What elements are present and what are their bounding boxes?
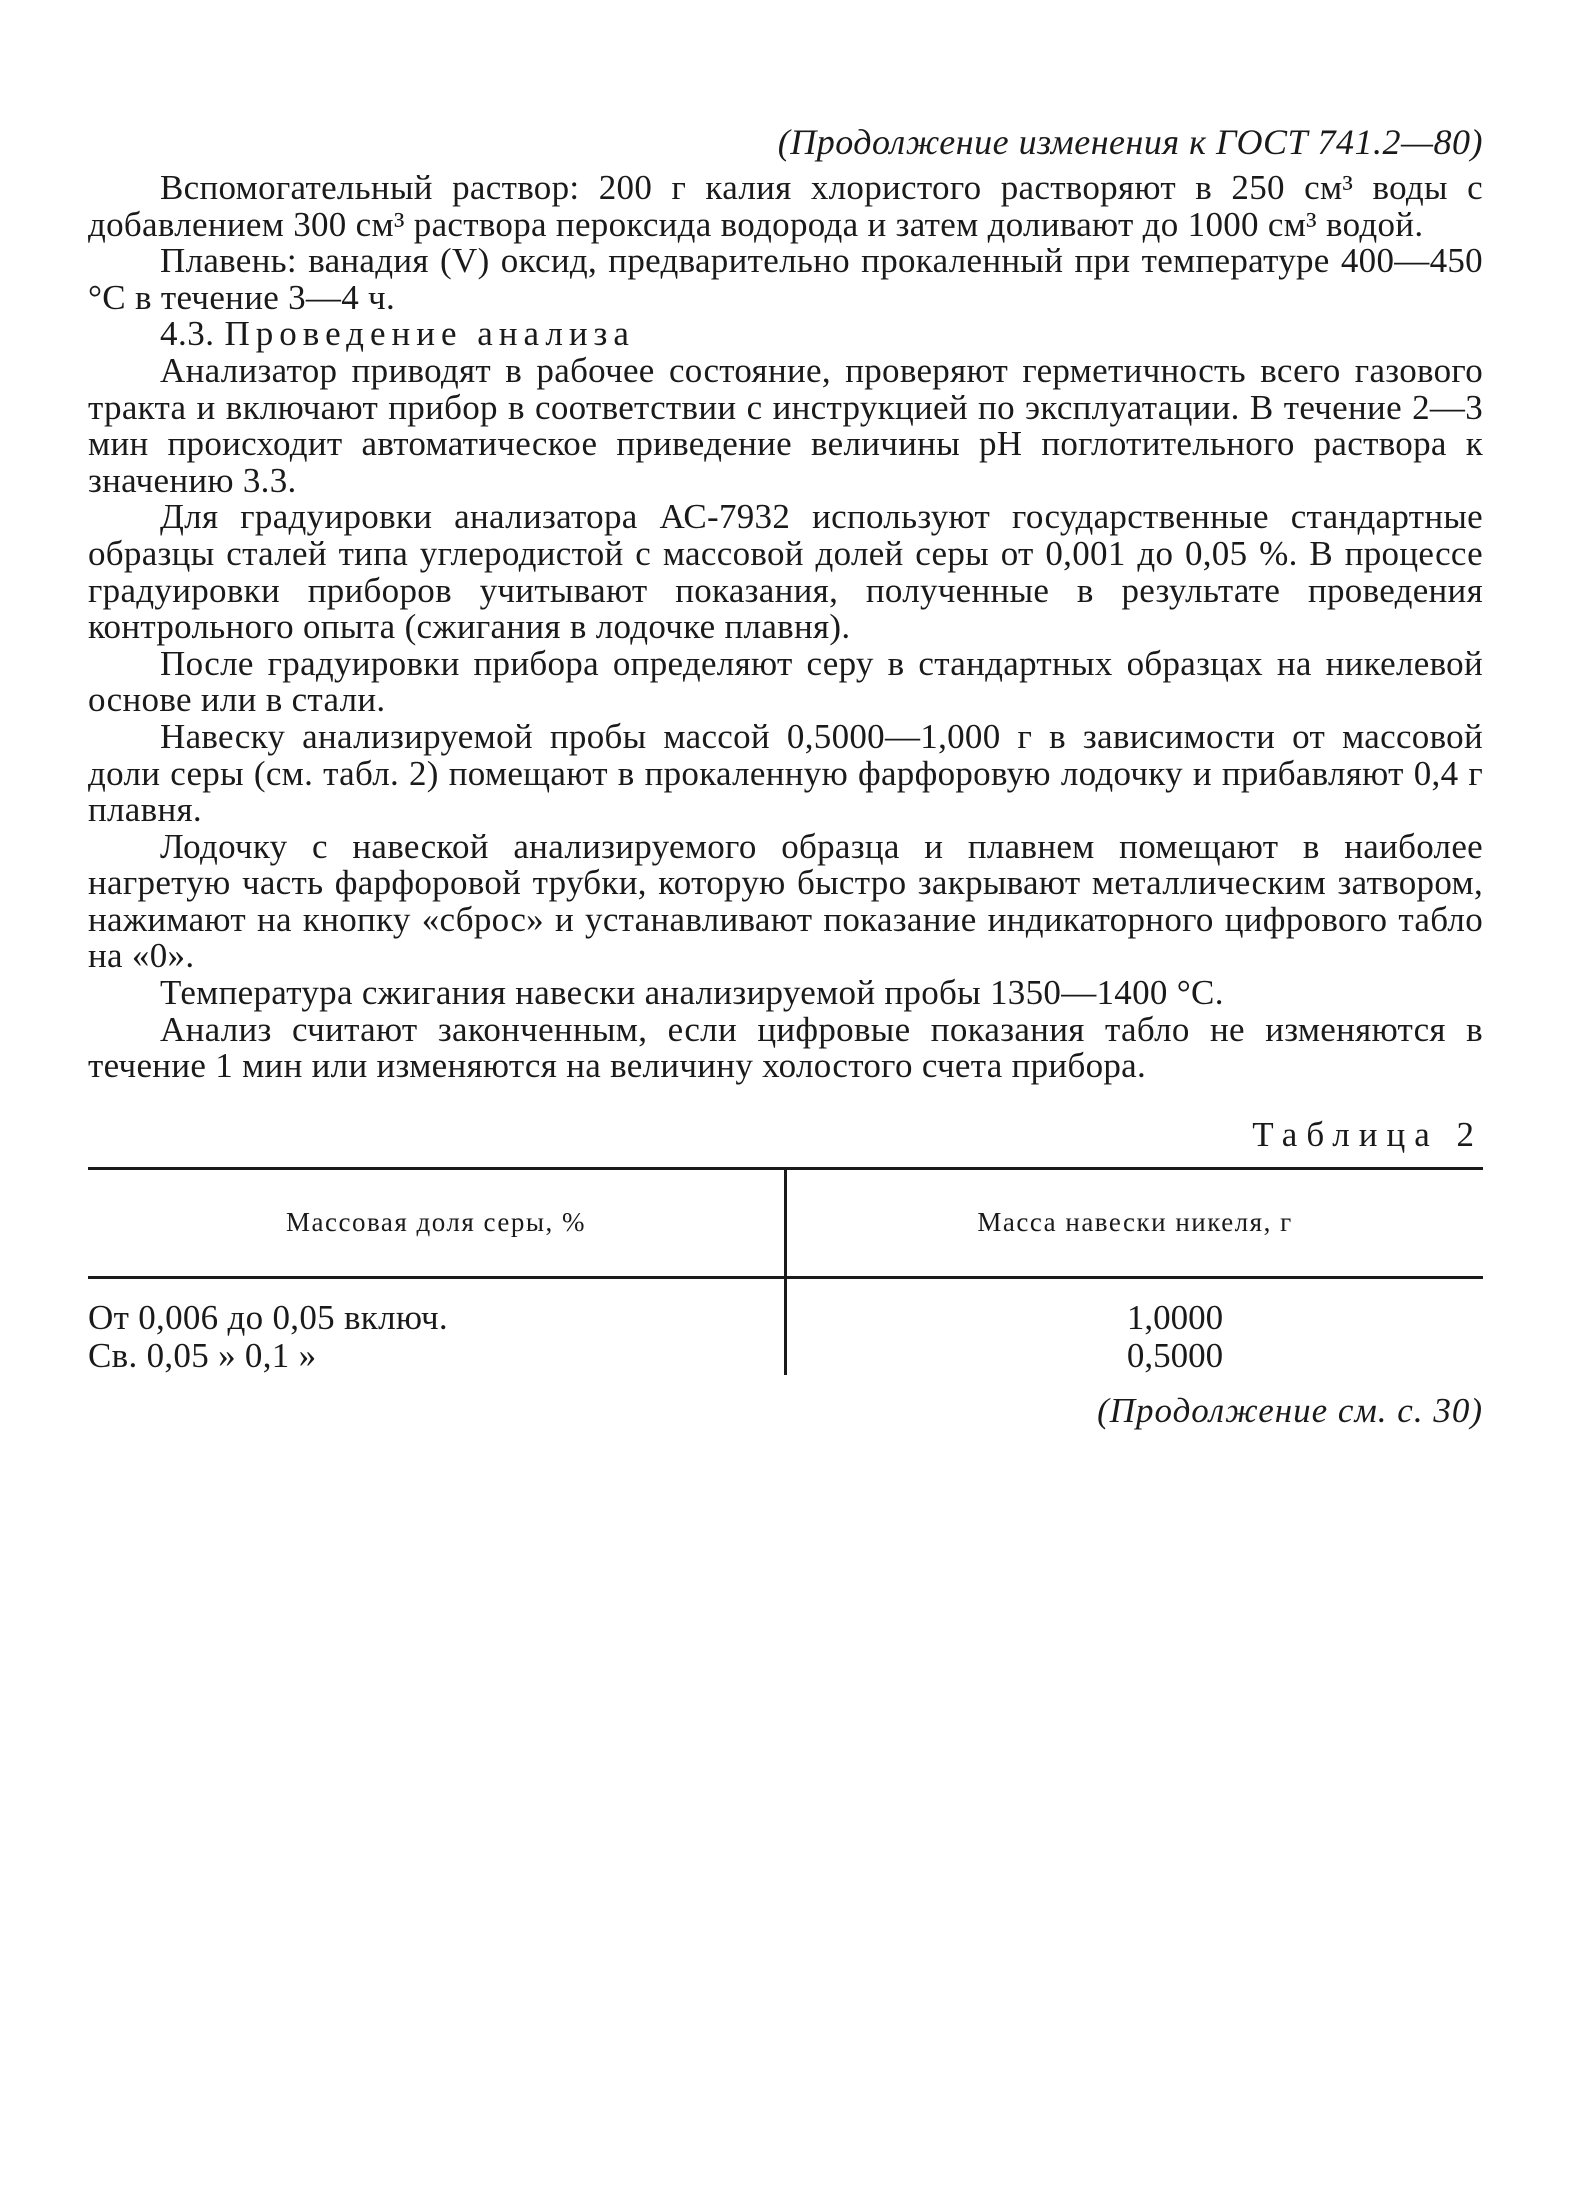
document-body (88, 170, 1483, 1085)
section-title: Проведение анализа (224, 314, 635, 354)
paragraph: Анализ считают законченным, если цифровые показания табло не изменяются в течение 1 мин или изменяются на величину холостого счета прибора. (88, 1009, 1483, 1086)
table-row (88, 1277, 1483, 1337)
column-header-mass: Масса навески никеля, г (786, 1168, 1484, 1277)
table-row (88, 1337, 1483, 1375)
column-header-sulfur: Массовая доля серы, % (88, 1168, 786, 1277)
paragraph: Лодочку с навеской анализируемого образца и плавнем помещают в наиболее нагретую часть фарфоровой трубки, которую быстро закрывают металлическим затвором, нажимают на кнопку «сброс» и устанавливают показание индикаторного цифрового табло на «0». (88, 826, 1483, 976)
paragraph: Для градуировки анализатора АС-7932 используют государственные стандартные образцы сталей типа углеродистой с массовой долей серы от 0,001 до 0,05 %. В процессе градуировки приборов учитывают показания, полученные в результате проведения контрольного опыта (сжигания в лодочке плавня). (88, 497, 1483, 647)
table-header-row (88, 1168, 1483, 1277)
document-page (88, 120, 1483, 1431)
sulfur-mass-table (88, 1167, 1483, 1375)
paragraph: Анализатор приводят в рабочее состояние, проверяют герметичность всего газового тракта и включают прибор в соответствии с инструкцией по эксплуатации. В течение 2—3 мин происходит автоматическое приведение величины pH поглотительного раствора к значению 3.3. (88, 350, 1483, 500)
cell-sulfur-range: Св. 0,05 » 0,1 » (88, 1337, 786, 1375)
continuation-header: (Продолжение изменения к ГОСТ 741.2—80) (777, 122, 1483, 162)
continuation-footer: (Продолжение см. с. 30) (1097, 1390, 1483, 1430)
section-heading (88, 316, 1483, 353)
cell-sulfur-range: От 0,006 до 0,05 включ. (88, 1277, 786, 1337)
section-number: 4.3. (160, 314, 215, 354)
paragraph: Вспомогательный раствор: 200 г калия хлористого растворяют в 250 см³ воды с добавлением 300 см³ раствора пероксида водорода и затем доливают до 1000 см³ водой. (88, 168, 1483, 244)
paragraph: Плавень: ванадия (V) оксид, предварительно прокаленный при температуре 400—450 °С в течение 3—4 ч. (88, 241, 1483, 317)
cell-mass: 0,5000 (1126, 1335, 1224, 1375)
paragraph: Навеску анализируемой пробы массой 0,5000—1,000 г в зависимости от массовой доли серы (см. табл. 2) помещают в прокаленную фарфоровую лодочку и прибавляют 0,4 г плавня. (88, 716, 1483, 830)
table-caption: Таблица 2 (1252, 1114, 1483, 1154)
paragraph: Температура сжигания навески анализируемой пробы 1350—1400 °С. (160, 973, 1224, 1013)
paragraph: После градуировки прибора определяют серу в стандартных образцах на никелевой основе или в стали. (88, 643, 1483, 720)
cell-mass: 1,0000 (1126, 1297, 1224, 1337)
